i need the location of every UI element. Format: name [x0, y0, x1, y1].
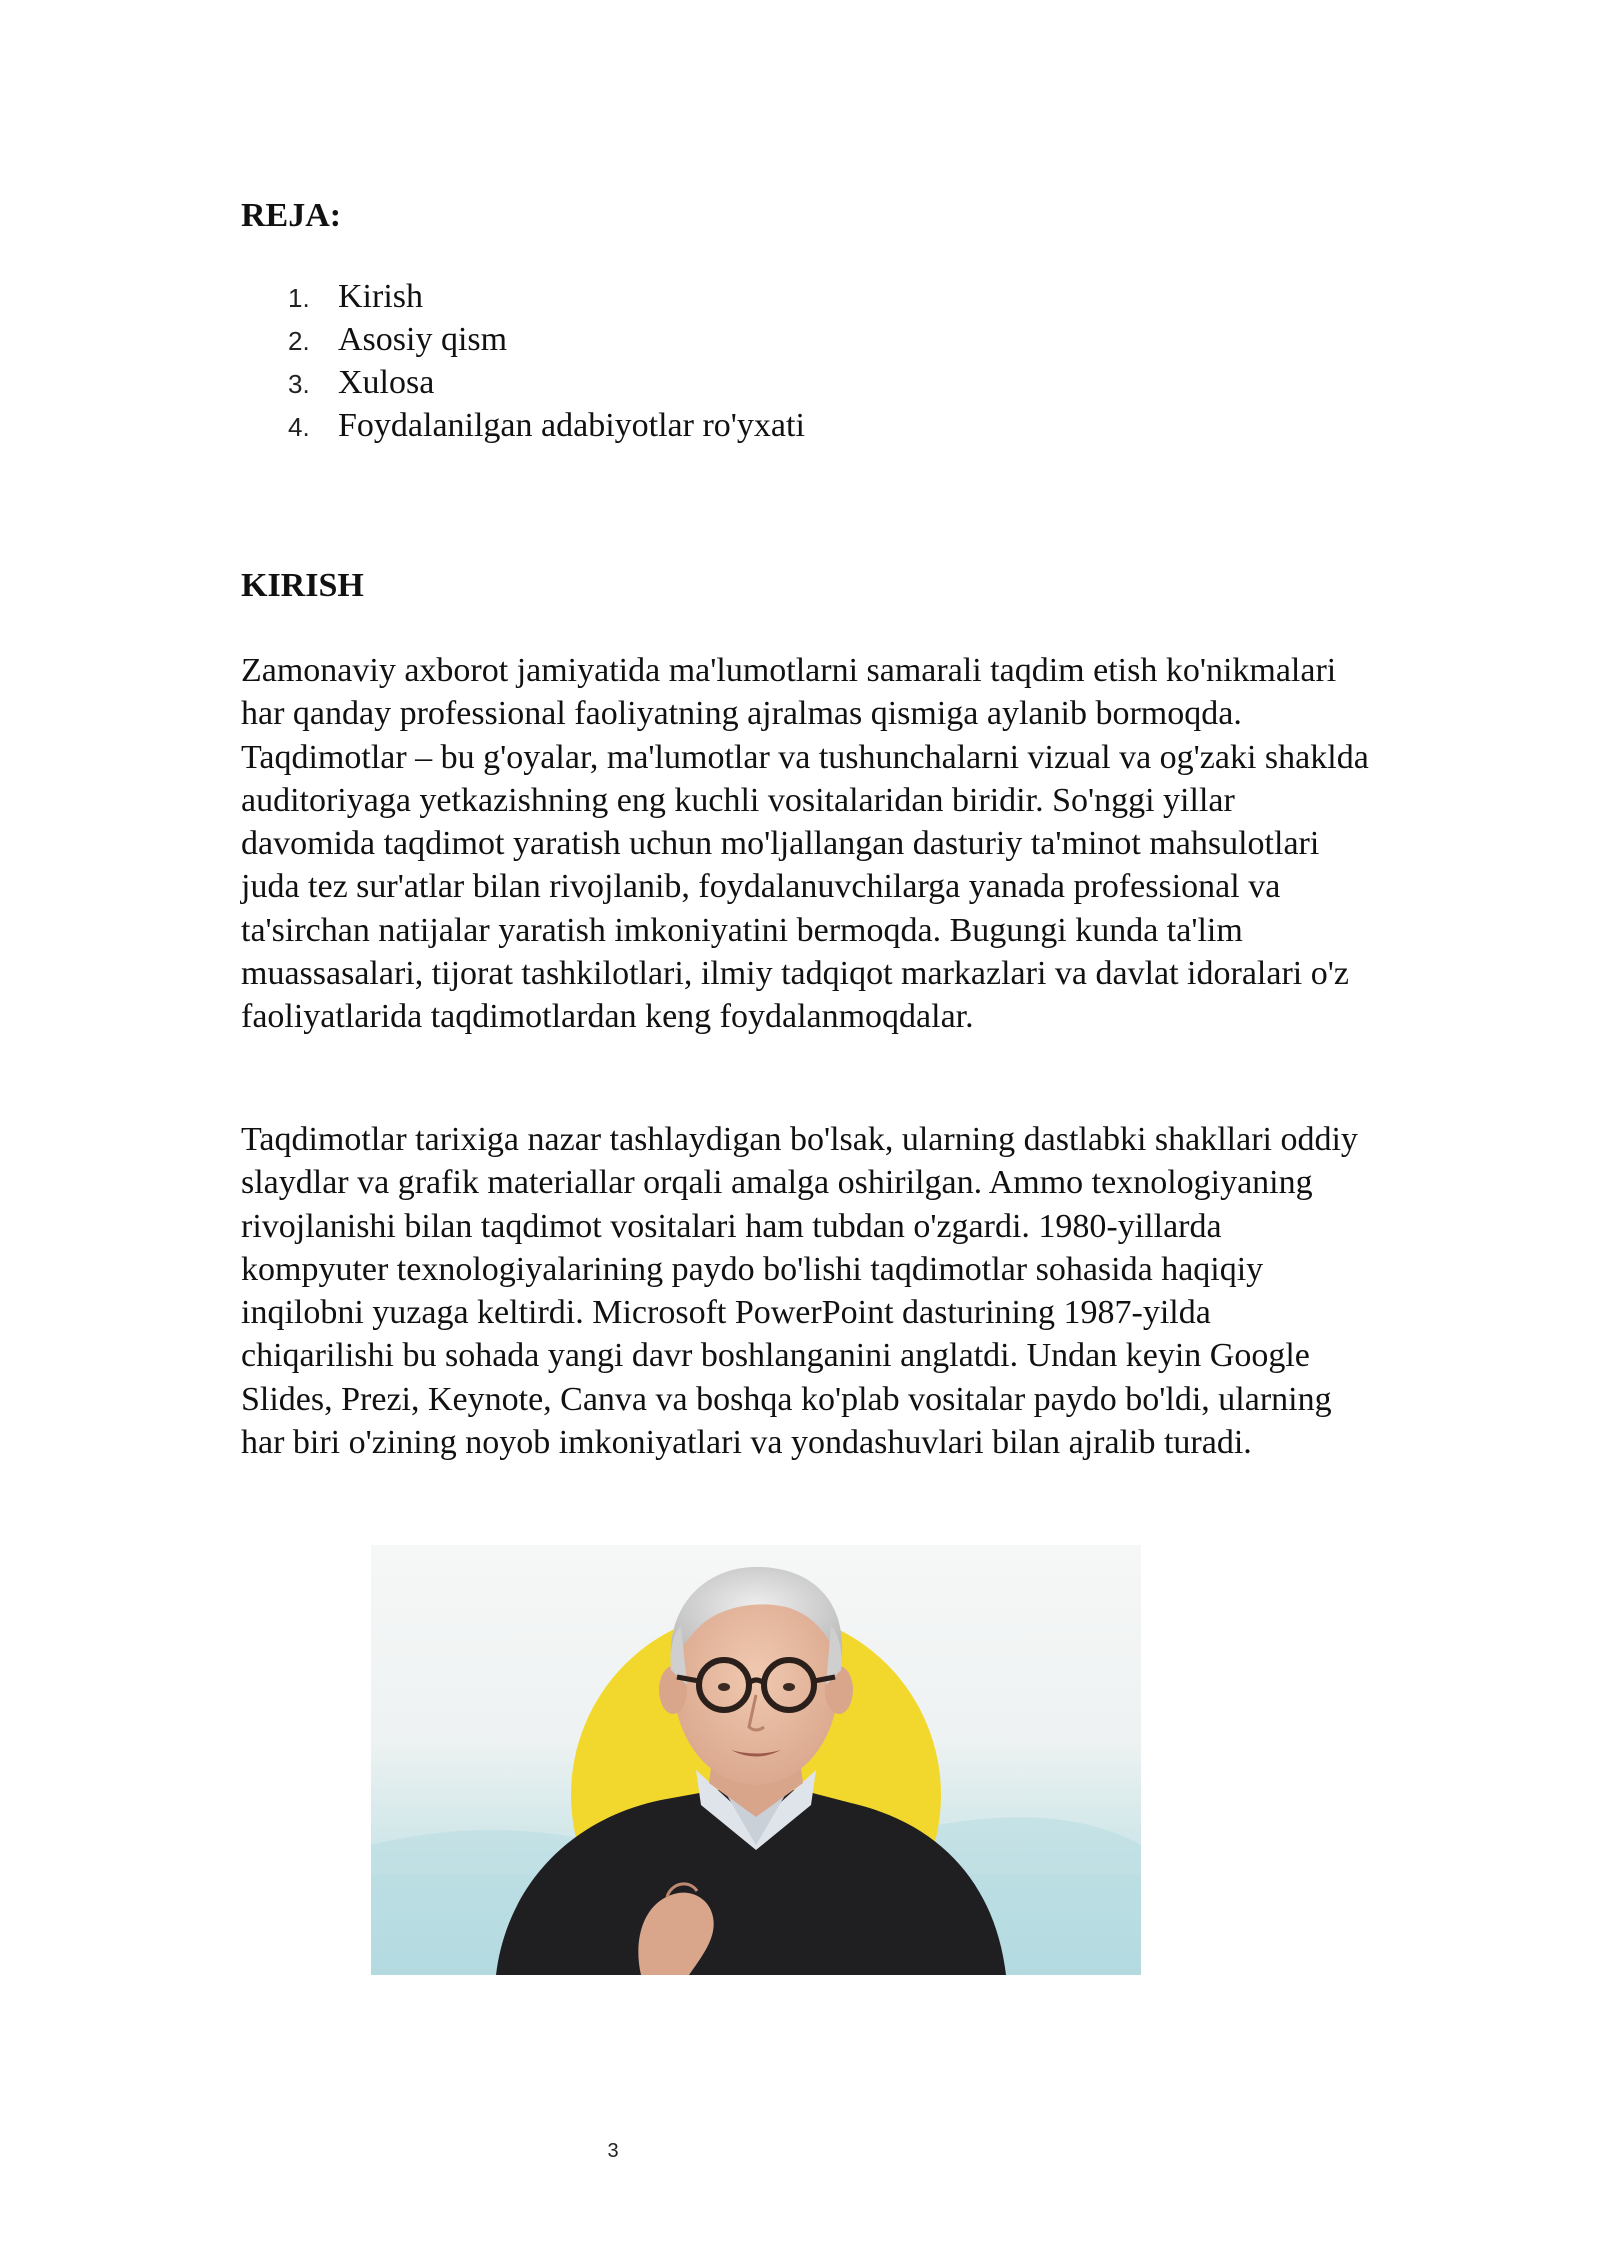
presenter-illustration: [371, 1545, 1141, 1975]
plan-item: [241, 404, 805, 447]
plan-item-label: Xulosa: [338, 364, 435, 401]
intro-heading: KIRISH: [241, 567, 364, 604]
plan-item-label: Asosiy qism: [338, 321, 508, 358]
presenter-photo: [371, 1545, 1141, 1975]
plan-item-number: 1.: [288, 283, 310, 313]
plan-item-number: 4.: [288, 412, 310, 442]
plan-heading: REJA:: [241, 197, 342, 234]
intro-paragraph: Taqdimotlar tarixiga nazar tashlaydigan bo'lsak, ularning dastlabki shakllari oddiy slaydlar va grafik materiallar orqali amalga oshirilgan. Ammo texnologiyaning rivojlanishi bilan taqdimot vositalari ham tubdan o'zgardi. 1980-yillarda kompyuter texnologiyalarining paydo bo'lishi taqdimotlar sohasida haqiqiy inqilobni yuzaga keltirdi. Microsoft PowerPoint dasturining 1987-yilda chiqarilishi bu sohada yangi davr boshlanganini anglatdi. Undan keyin Google Slides, Prezi, Keynote, Canva va boshqa ko'plab vositalar paydo bo'ldi, ularning har biri o'zining noyob imkoniyatlari va yondashuvlari bilan ajralib turadi.: [241, 1121, 1358, 1462]
plan-item-number: 2.: [288, 326, 310, 356]
page-number: 3: [607, 2140, 619, 2162]
plan-item-label: Kirish: [338, 278, 423, 315]
plan-item: [241, 318, 805, 361]
intro-paragraph: Zamonaviy axborot jamiyatida ma'lumotlarni samarali taqdim etish ko'nikmalari har qanday professional faoliyatning ajralmas qismiga aylanib bormoqda. Taqdimotlar – bu g'oyalar, ma'lumotlar va tushunchalarni vizual va og'zaki shaklda auditoriyaga yetkazishning eng kuchli vositalaridan biridir. So'nggi yillar davomida taqdimot yaratish uchun mo'ljallangan dasturiy ta'minot mahsulotlari juda tez sur'atlar bilan rivojlanib, foydalanuvchilarga yanada professional va ta'sirchan natijalar yaratish imkoniyatini bermoqda. Bugungi kunda ta'lim muassasalari, tijorat tashkilotlari, ilmiy tadqiqot markazlari va davlat idoralari o'z faoliyatlarida taqdimotlardan keng foydalanmoqdalar.: [241, 652, 1369, 1036]
plan-item-number: 3.: [288, 369, 310, 399]
plan-item: [241, 275, 805, 318]
plan-list: [241, 275, 805, 447]
plan-item-label: Foydalanilgan adabiyotlar ro'yxati: [338, 407, 805, 444]
plan-item: [241, 361, 805, 404]
